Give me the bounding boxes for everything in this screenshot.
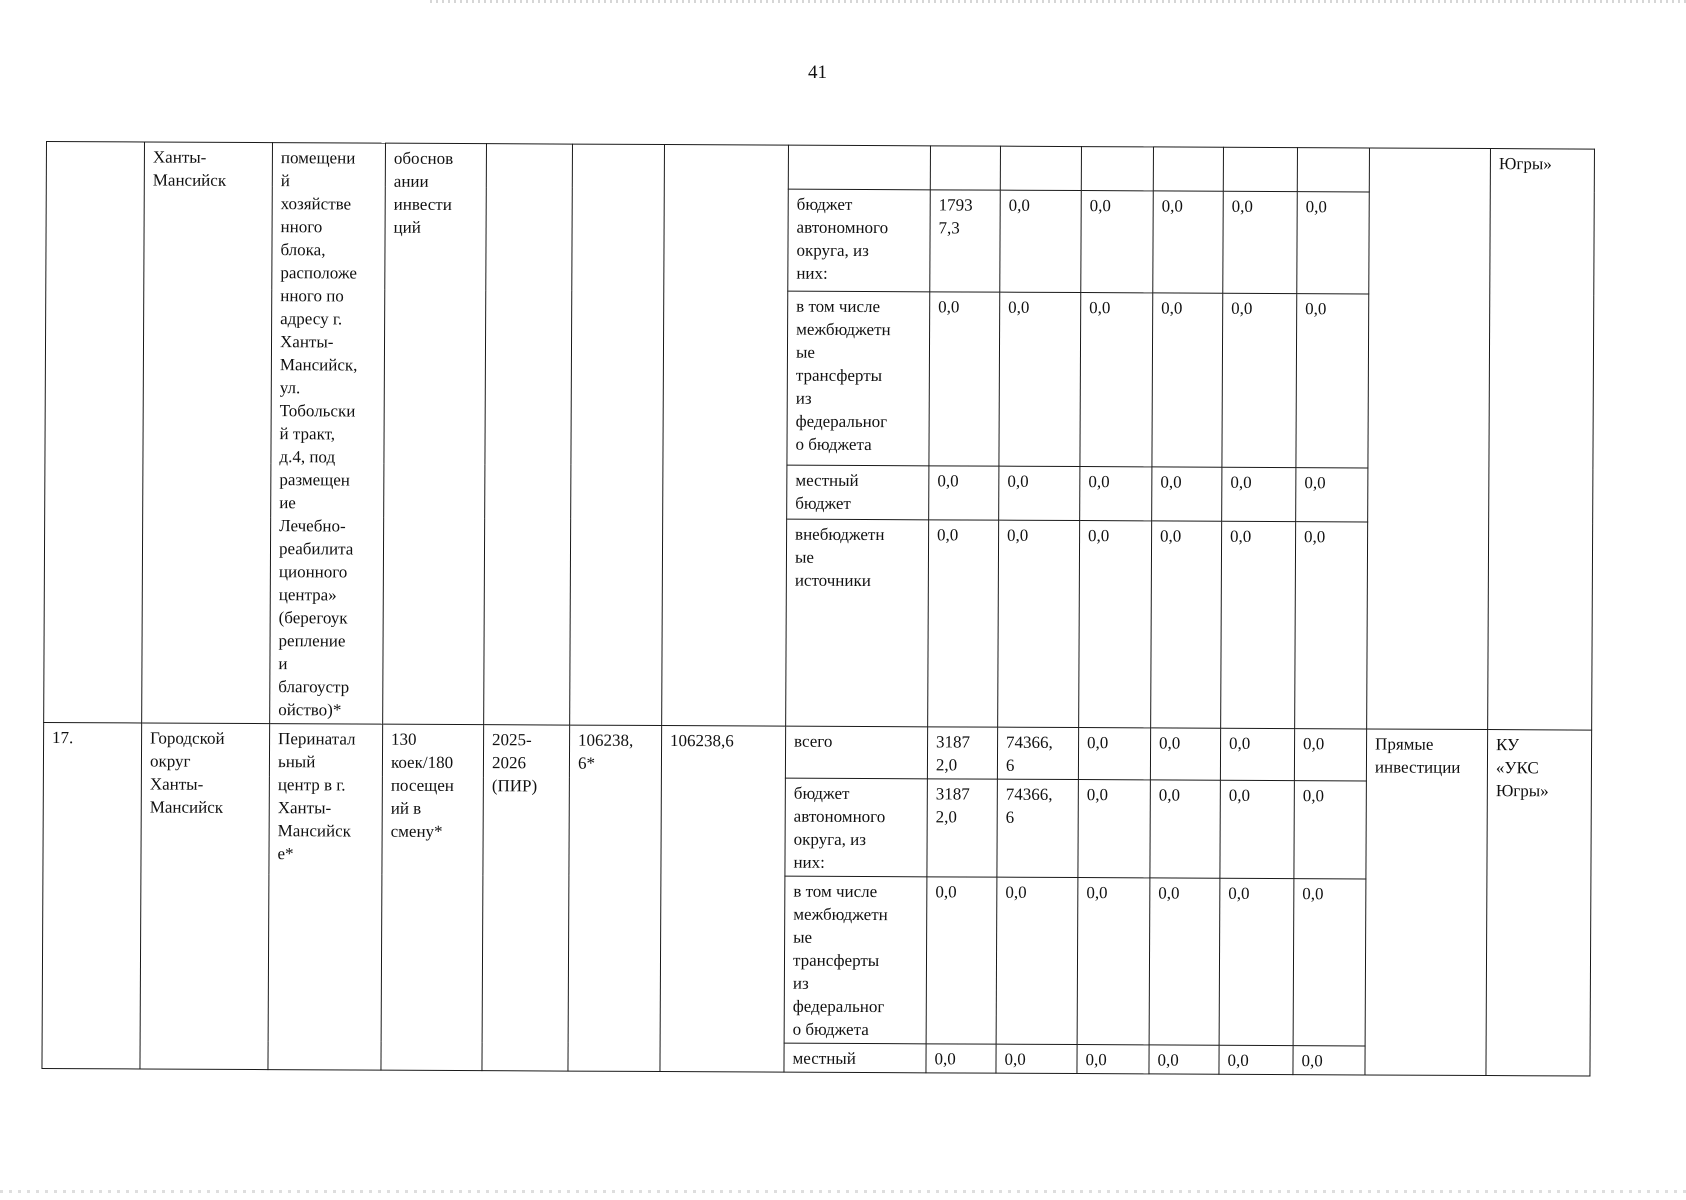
funding-value-cell: 0,0 [929,466,999,521]
mechanism-cell [1367,148,1491,730]
funding-value-cell: 0,0 [1149,878,1220,1045]
funding-value-cell: 0,0 [1222,467,1296,522]
funding-value-cell: 0,0 [1296,468,1368,523]
funding-value-cell: 0,0 [999,466,1080,521]
funding-value-cell: 74366, 6 [997,779,1078,877]
row-number: 17. [42,722,142,1068]
table-row [43,722,1591,782]
funding-value-cell: 1793 7,3 [930,190,1000,293]
funding-value-cell: 0,0 [998,521,1080,728]
funding-value-cell: 0,0 [1152,467,1222,522]
scan-edge-top [430,0,1686,3]
page-number: 41 [808,62,827,83]
funding-value-cell: 0,0 [926,877,997,1044]
funding-value-cell: 0,0 [1152,293,1223,468]
object-name-cell: Перинатал ьный центр в г. Ханты- Мансийск е* [268,724,383,1071]
funding-value-cell: 0,0 [1297,191,1369,294]
funding-source-cell: местный [784,1043,926,1073]
funding-value-cell: 0,0 [1077,1045,1149,1074]
funding-value-cell: 0,0 [1079,521,1152,728]
funding-value-cell: 0,0 [929,292,1000,467]
funding-value-cell: 0,0 [928,520,999,727]
funding-value-cell: 3187 2,0 [927,779,997,877]
funding-value-cell [1223,147,1297,191]
funding-value-cell: 74366, 6 [997,727,1078,779]
funding-value-cell: 0,0 [996,1044,1077,1073]
funding-value-cell: 0,0 [1150,728,1220,780]
funding-value-cell: 0,0 [1081,190,1153,293]
funding-value-cell: 0,0 [1153,191,1223,294]
funding-value-cell: 0,0 [1219,1045,1293,1074]
mechanism-cell: Прямые инвестиции [1365,729,1488,1076]
customer-cell: КУ «УКС Югры» [1486,730,1592,1077]
funding-value-cell [1000,146,1081,190]
funding-source-cell: в том числе межбюджетн ые трансферты из федеральног о бюджета [784,876,927,1044]
funding-source-cell: всего [785,726,927,779]
funding-value-cell: 0,0 [926,1044,996,1073]
funding-value-cell: 0,0 [1296,294,1369,469]
funding-value-cell: 0,0 [1293,879,1366,1046]
funding-source-cell: местный бюджет [787,465,929,520]
funding-source-cell: в том числе межбюджетн ые трансферты из федеральног о бюджета [787,291,930,466]
funding-value-cell: 0,0 [1219,878,1294,1045]
municipality-cell: Ханты- Мансийск [142,142,273,724]
funding-value-cell: 0,0 [1150,780,1220,878]
funding-value-cell: 0,0 [1151,521,1222,728]
funding-value-cell: 0,0 [1222,293,1297,468]
municipality-cell: Городской округ Ханты- Мансийск [140,723,270,1070]
funding-value-cell: 0,0 [1078,780,1150,878]
period-cell [484,144,573,725]
capacity-cell: обоснов ании инвести ций [383,143,487,724]
total-cost-cell: 106238, 6* [568,725,662,1071]
funding-source-cell: внебюджетн ые источники [786,520,929,727]
row-number [44,142,145,723]
funding-source-cell: бюджет автономного округа, из них: [785,778,927,877]
funding-value-cell [1297,148,1369,192]
funding-value-cell: 0,0 [1295,522,1368,729]
capacity-cell: 130 коек/180 посещен ий в смену* [381,724,484,1070]
remaining-cost-cell: 106238,6 [660,726,786,1073]
funding-value-cell [1153,147,1223,191]
funding-value-cell: 0,0 [1293,1046,1365,1075]
funding-value-cell: 0,0 [1077,878,1150,1045]
funding-value-cell: 0,0 [1078,728,1150,780]
total-cost-cell [570,144,665,725]
remaining-cost-cell [662,145,789,727]
funding-source-cell: бюджет автономного округа, из них: [788,189,930,292]
funding-source-cell [788,145,930,189]
funding-value-cell: 0,0 [1149,1045,1219,1074]
funding-value-cell [1081,147,1153,191]
object-name-cell: помещени й хозяйстве нного блока, расположе нного по адресу г. Ханты- Мансийск, ул. Тобольски й тракт, д.4, под размещен ие Лечебно- реабилита ционного центра» (берегоук репление и благоустр ойство)* [270,143,386,725]
funding-value-cell: 0,0 [996,877,1078,1044]
funding-value-cell: 0,0 [1221,522,1296,729]
customer-cell: Югры» [1488,149,1595,731]
funding-value-cell: 0,0 [1220,780,1294,878]
funding-value-cell: 0,0 [1080,467,1152,522]
funding-value-cell: 0,0 [1294,781,1366,879]
funding-value-cell: 0,0 [1220,728,1294,780]
funding-value-cell: 0,0 [1080,293,1153,468]
funding-value-cell: 3187 2,0 [927,727,997,779]
funding-value-cell: 0,0 [1223,191,1297,294]
funding-value-cell: 0,0 [1000,190,1081,293]
scan-edge-bottom [0,1190,1686,1193]
investment-table [41,141,1595,1077]
period-cell: 2025- 2026 (ПИР) [482,725,570,1071]
funding-value-cell [930,146,1000,190]
table-row [46,142,1594,193]
funding-value-cell: 0,0 [1294,729,1366,781]
funding-value-cell: 0,0 [999,292,1081,467]
